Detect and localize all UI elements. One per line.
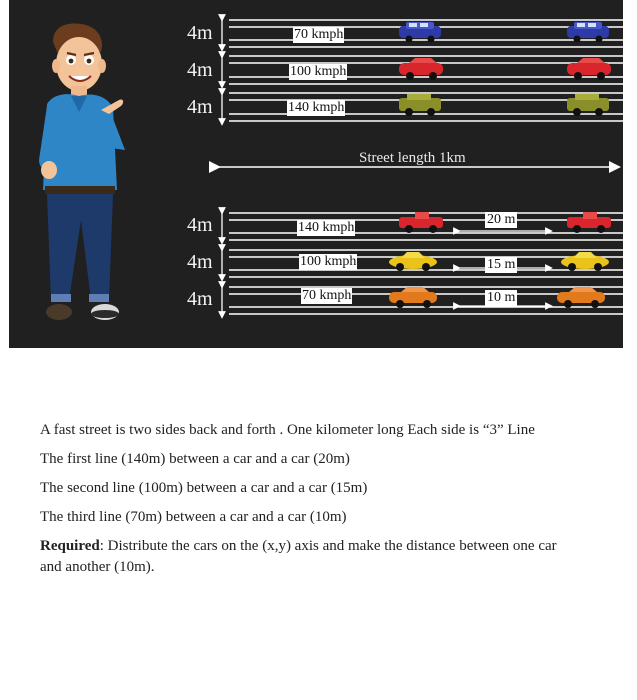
lane-width-label: 4m — [187, 288, 213, 310]
gap-label: 15 m — [487, 257, 516, 272]
gap-label: 20 m — [487, 212, 516, 227]
car-top-3b — [567, 94, 609, 116]
car-bottom-2a — [389, 252, 437, 271]
cartoon-man-illustration — [39, 24, 125, 320]
required-label: Required — [40, 538, 100, 554]
speed-label: 70 kmph — [294, 27, 344, 42]
street-length-label: Street length 1km — [359, 150, 466, 166]
car-bottom-1b — [567, 212, 611, 233]
line1-paragraph: The first line (140m) between a car and a car (20m) — [40, 451, 350, 467]
car-bottom-2b — [561, 252, 609, 271]
car-top-3a — [399, 94, 441, 116]
speed-label: 100 kmph — [300, 254, 357, 269]
lane-width-label: 4m — [187, 96, 213, 118]
lane-width-label: 4m — [187, 59, 213, 81]
car-bottom-3a — [389, 287, 437, 308]
car-bottom-1a — [399, 212, 443, 233]
lane-width-label: 4m — [187, 251, 213, 273]
line2-paragraph: The second line (100m) between a car and a car (15m) — [40, 480, 368, 496]
lane-width-label: 4m — [187, 214, 213, 236]
line3-paragraph: The third line (70m) between a car and a car (10m) — [40, 509, 347, 525]
problem-text — [40, 420, 560, 586]
car-bottom-3b — [557, 287, 605, 308]
speed-label: 100 kmph — [290, 64, 347, 79]
speed-label: 140 kmph — [298, 220, 355, 235]
speed-label: 140 kmph — [288, 100, 345, 115]
gap-label: 10 m — [487, 290, 516, 305]
road-diagram — [9, 0, 623, 348]
intro-paragraph: A fast street is two sides back and forth . One kilometer long Each side is “3” Line — [40, 422, 535, 438]
speed-label: 70 kmph — [302, 288, 352, 303]
top-lane-3-cars — [399, 94, 609, 116]
lane-width-label: 4m — [187, 22, 213, 44]
required-paragraph — [40, 536, 560, 578]
required-text: : Distribute the cars on the (x,y) axis and make the distance between one car and another (10m). — [40, 538, 557, 575]
